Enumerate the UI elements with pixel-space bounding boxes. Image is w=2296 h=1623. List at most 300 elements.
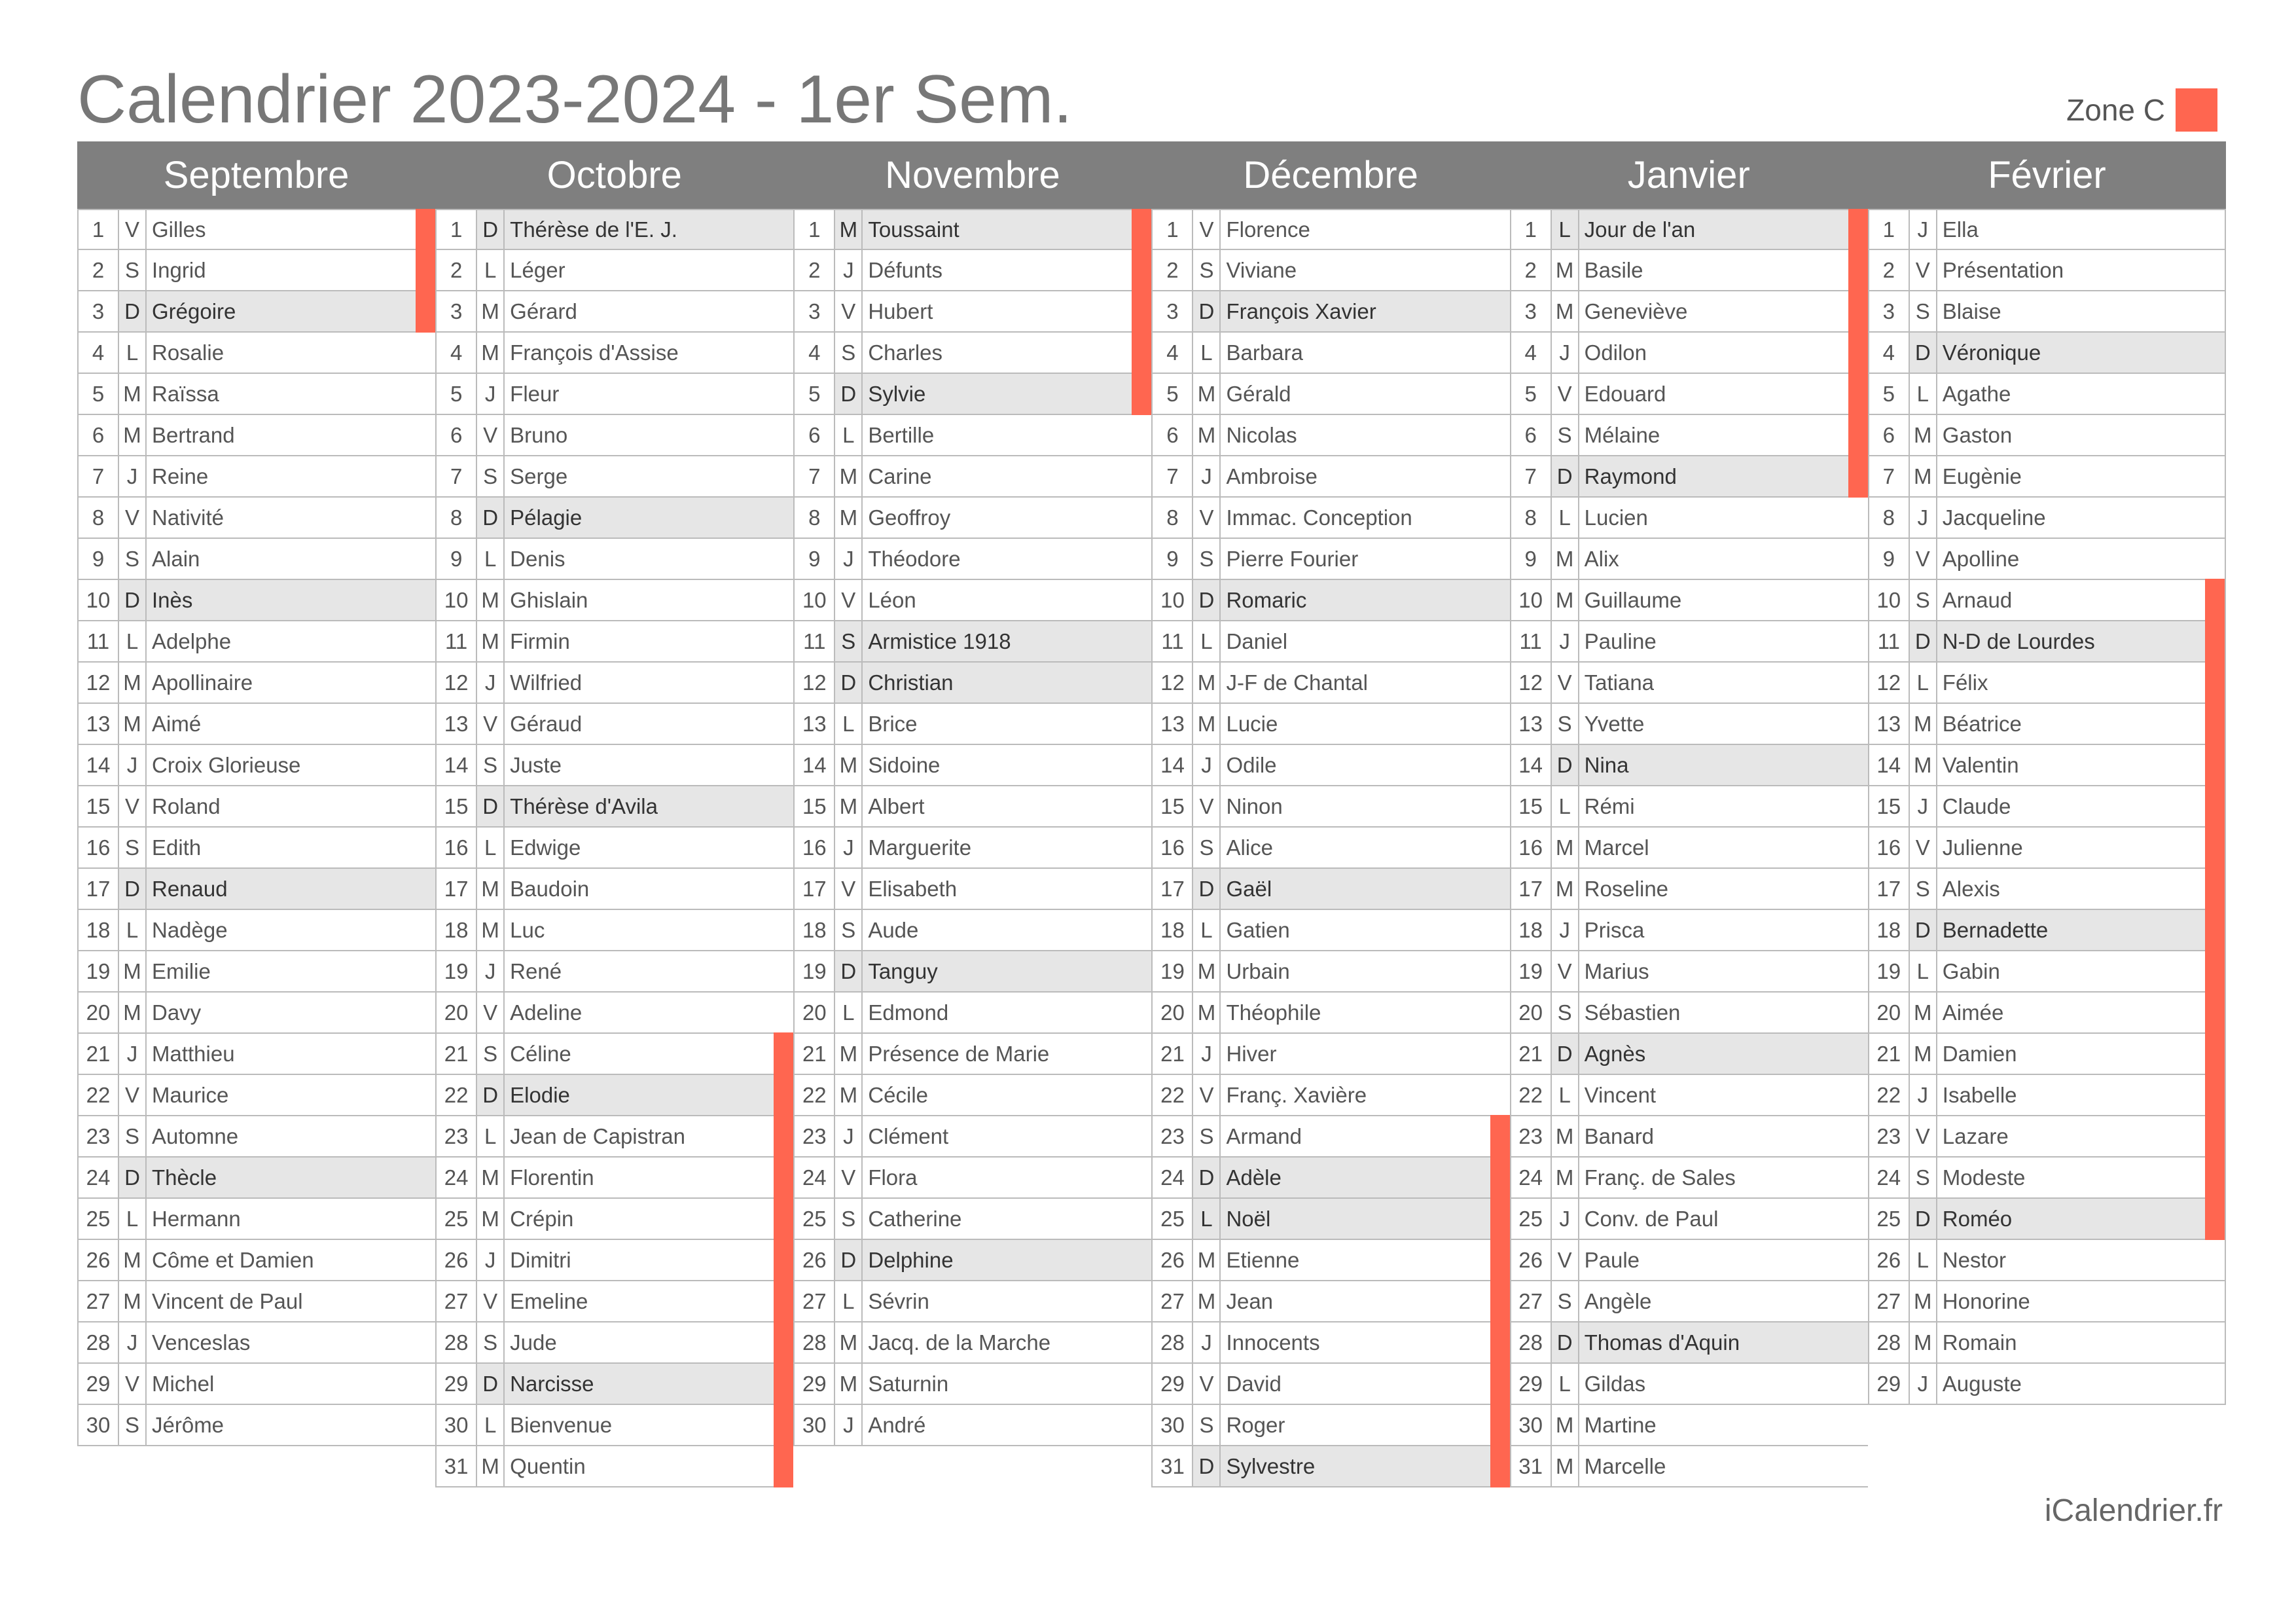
saint-name: Alain xyxy=(152,546,200,571)
day-number: 3 xyxy=(1510,291,1552,331)
saint-name: Alexis xyxy=(1942,876,2000,901)
day-number: 31 xyxy=(1510,1446,1552,1486)
day-number: 28 xyxy=(77,1322,119,1362)
saint-name: Adeline xyxy=(510,1000,583,1025)
day-number: 9 xyxy=(1151,539,1193,579)
weekday-letter: S xyxy=(119,828,147,867)
saint-name: Jude xyxy=(510,1330,557,1355)
school-holiday-marker xyxy=(1848,455,1868,498)
day-row xyxy=(435,1199,793,1240)
saint-name: Juste xyxy=(510,752,562,777)
day-number: 17 xyxy=(1868,869,1910,909)
school-holiday-marker xyxy=(2205,661,2225,704)
saint-name: Romain xyxy=(1942,1330,2017,1355)
day-number: 7 xyxy=(77,456,119,496)
day-number: 6 xyxy=(1151,415,1193,455)
day-number: 27 xyxy=(1868,1281,1910,1321)
day-row xyxy=(77,209,435,250)
school-holiday-marker xyxy=(1848,209,1868,250)
saint-name: Automne xyxy=(152,1123,239,1148)
day-row xyxy=(77,993,435,1034)
saint-name: Renaud xyxy=(147,869,435,909)
day-row xyxy=(77,580,435,621)
saint-name: Pélagie xyxy=(505,498,793,538)
day-number: 25 xyxy=(1868,1199,1910,1239)
day-number: 10 xyxy=(1151,580,1193,620)
day-row xyxy=(77,786,435,828)
day-row xyxy=(793,456,1151,498)
day-number: 18 xyxy=(77,910,119,950)
day-row xyxy=(435,498,793,539)
school-holiday-marker xyxy=(2205,620,2225,663)
weekday-letter: S xyxy=(1193,828,1221,867)
weekday-letter: J xyxy=(835,1116,863,1156)
day-row xyxy=(1510,1240,1868,1281)
day-number: 24 xyxy=(1151,1158,1193,1197)
day-number: 13 xyxy=(77,704,119,744)
saint-name: Crépin xyxy=(510,1206,574,1231)
day-number: 23 xyxy=(1151,1116,1193,1156)
school-holiday-marker xyxy=(774,1362,793,1405)
weekday-letter: J xyxy=(835,539,863,579)
day-row xyxy=(793,1322,1151,1364)
weekday-letter: M xyxy=(119,951,147,991)
saint-name: Croix Glorieuse xyxy=(152,752,301,777)
school-holiday-marker xyxy=(2205,867,2225,910)
saint-name: J-F de Chantal xyxy=(1226,670,1368,695)
weekday-letter: L xyxy=(1910,374,1937,414)
saint-name: Dimitri xyxy=(510,1247,571,1272)
saint-name: Geneviève xyxy=(1584,299,1688,323)
weekday-letter: V xyxy=(835,580,863,620)
day-number: 21 xyxy=(1868,1034,1910,1074)
day-number: 11 xyxy=(793,621,835,661)
weekday-letter: M xyxy=(1193,1281,1221,1321)
saint-name: Gérald xyxy=(1226,381,1291,406)
day-row xyxy=(1151,621,1509,663)
saint-name: Serge xyxy=(510,464,568,488)
weekday-letter: D xyxy=(1910,333,1937,373)
month-column xyxy=(1868,209,2226,1487)
day-number: 15 xyxy=(435,786,477,826)
weekday-letter: D xyxy=(119,580,147,620)
day-row xyxy=(793,1199,1151,1240)
weekday-letter: D xyxy=(1552,456,1579,496)
day-row xyxy=(1868,1199,2226,1240)
saint-name: Honorine xyxy=(1942,1288,2030,1313)
day-number: 10 xyxy=(77,580,119,620)
school-holiday-marker xyxy=(416,290,435,333)
day-row xyxy=(1868,1281,2226,1322)
school-holiday-marker xyxy=(2205,1197,2225,1240)
saint-name: Hiver xyxy=(1226,1041,1277,1066)
saint-name: David xyxy=(1226,1371,1282,1396)
school-holiday-marker xyxy=(2205,1156,2225,1199)
weekday-letter: M xyxy=(1552,250,1579,290)
day-row xyxy=(435,828,793,869)
weekday-letter: V xyxy=(119,786,147,826)
weekday-letter: M xyxy=(119,415,147,455)
day-number: 22 xyxy=(1510,1075,1552,1115)
day-row xyxy=(1868,209,2226,250)
day-number: 20 xyxy=(1868,993,1910,1032)
day-row xyxy=(1868,1364,2226,1405)
day-row xyxy=(1151,374,1509,415)
weekday-letter: V xyxy=(835,1158,863,1197)
day-row xyxy=(1868,415,2226,456)
saint-name: Guillaume xyxy=(1584,587,1682,612)
weekday-letter: S xyxy=(1910,580,1937,620)
saint-name: Défunts xyxy=(868,257,943,282)
day-row xyxy=(1151,415,1509,456)
saint-name: Emilie xyxy=(152,958,211,983)
weekday-letter: J xyxy=(1552,333,1579,373)
weekday-letter: L xyxy=(835,704,863,744)
month-name-janvier: Janvier xyxy=(1627,154,1750,196)
weekday-letter: S xyxy=(1552,993,1579,1032)
day-number: 28 xyxy=(1151,1322,1193,1362)
school-holiday-marker xyxy=(1490,1445,1510,1487)
weekday-letter: S xyxy=(477,1034,505,1074)
day-number: 18 xyxy=(793,910,835,950)
day-number: 24 xyxy=(1510,1158,1552,1197)
saint-name: Toussaint xyxy=(863,210,1151,249)
day-row xyxy=(435,1158,793,1199)
day-row xyxy=(77,250,435,291)
saint-name: Reine xyxy=(152,464,209,488)
weekday-letter: L xyxy=(1552,1364,1579,1404)
weekday-letter: S xyxy=(1552,415,1579,455)
weekday-letter: S xyxy=(1552,704,1579,744)
day-number: 19 xyxy=(435,951,477,991)
saint-name: Flora xyxy=(868,1165,918,1190)
day-row xyxy=(1510,704,1868,745)
day-row xyxy=(435,745,793,786)
school-holiday-marker xyxy=(774,1156,793,1199)
day-row xyxy=(1151,456,1509,498)
day-row xyxy=(77,704,435,745)
weekday-letter: J xyxy=(1910,498,1937,538)
day-row xyxy=(435,415,793,456)
weekday-letter: V xyxy=(477,993,505,1032)
weekday-letter: M xyxy=(1552,291,1579,331)
weekday-letter: M xyxy=(1193,704,1221,744)
day-row xyxy=(435,663,793,704)
saint-name: Yvette xyxy=(1584,711,1645,736)
weekday-letter: M xyxy=(1910,1034,1937,1074)
day-number: 7 xyxy=(1151,456,1193,496)
day-row xyxy=(1151,1446,1509,1487)
day-number: 24 xyxy=(793,1158,835,1197)
saint-name: Raymond xyxy=(1579,456,1868,496)
weekday-letter: M xyxy=(835,1322,863,1362)
day-number: 25 xyxy=(1151,1199,1193,1239)
weekday-letter: S xyxy=(1193,250,1221,290)
weekday-letter: L xyxy=(1552,786,1579,826)
day-number: 6 xyxy=(77,415,119,455)
day-row xyxy=(1151,580,1509,621)
day-number: 19 xyxy=(1868,951,1910,991)
day-number: 22 xyxy=(435,1075,477,1115)
day-number: 18 xyxy=(1510,910,1552,950)
saint-name: Rosalie xyxy=(152,340,224,365)
day-number: 16 xyxy=(77,828,119,867)
saint-name: Franç. de Sales xyxy=(1584,1165,1736,1190)
weekday-letter: D xyxy=(1910,1199,1937,1239)
weekday-letter: J xyxy=(835,1405,863,1445)
saint-name: Alix xyxy=(1584,546,1619,571)
day-row xyxy=(793,291,1151,333)
saint-name: Ella xyxy=(1942,217,1979,242)
day-row xyxy=(1151,663,1509,704)
weekday-letter: M xyxy=(477,1446,505,1486)
weekday-letter: M xyxy=(119,374,147,414)
day-number: 22 xyxy=(1868,1075,1910,1115)
weekday-letter: S xyxy=(1193,1405,1221,1445)
day-number: 8 xyxy=(435,498,477,538)
saint-name: Firmin xyxy=(510,629,570,653)
weekday-letter: J xyxy=(835,250,863,290)
day-number: 25 xyxy=(1510,1199,1552,1239)
saint-name: Pierre Fourier xyxy=(1226,546,1359,571)
saint-name: Tanguy xyxy=(863,951,1151,991)
weekday-letter: S xyxy=(477,745,505,785)
day-row xyxy=(435,621,793,663)
day-row xyxy=(1868,456,2226,498)
day-row xyxy=(1510,1281,1868,1322)
day-number: 25 xyxy=(793,1199,835,1239)
weekday-letter: V xyxy=(119,210,147,249)
saint-name: André xyxy=(868,1412,926,1437)
weekday-letter: V xyxy=(477,704,505,744)
weekday-letter: M xyxy=(1193,1240,1221,1280)
day-number: 29 xyxy=(1510,1364,1552,1404)
weekday-letter: J xyxy=(1193,456,1221,496)
saint-name: Roseline xyxy=(1584,876,1669,901)
saint-name: Pauline xyxy=(1584,629,1657,653)
saint-name: Angèle xyxy=(1584,1288,1652,1313)
day-number: 23 xyxy=(77,1116,119,1156)
month-column xyxy=(77,209,435,1487)
saint-name: Ninon xyxy=(1226,793,1283,818)
saint-name: Marcelle xyxy=(1584,1453,1666,1478)
day-number: 25 xyxy=(77,1199,119,1239)
day-row xyxy=(793,951,1151,993)
weekday-letter: M xyxy=(119,1240,147,1280)
day-row xyxy=(435,209,793,250)
day-row xyxy=(793,786,1151,828)
saint-name: Eugènie xyxy=(1942,464,2022,488)
weekday-letter: L xyxy=(835,415,863,455)
weekday-letter: M xyxy=(477,333,505,373)
saint-name: Alice xyxy=(1226,835,1273,860)
school-holiday-marker xyxy=(1490,1115,1510,1158)
day-number: 26 xyxy=(1151,1240,1193,1280)
day-row xyxy=(1868,704,2226,745)
saint-name: Sébastien xyxy=(1584,1000,1681,1025)
day-number: 26 xyxy=(1510,1240,1552,1280)
day-number: 19 xyxy=(1151,951,1193,991)
weekday-letter: V xyxy=(477,415,505,455)
day-number: 21 xyxy=(1151,1034,1193,1074)
weekday-letter: D xyxy=(477,498,505,538)
day-row xyxy=(1151,1322,1509,1364)
weekday-letter: L xyxy=(119,333,147,373)
saint-name: Luc xyxy=(510,917,545,942)
school-holiday-marker xyxy=(1490,1197,1510,1240)
day-number: 21 xyxy=(1510,1034,1552,1074)
day-number: 20 xyxy=(77,993,119,1032)
saint-name: Florentin xyxy=(510,1165,594,1190)
saint-name: Prisca xyxy=(1584,917,1645,942)
weekday-letter: V xyxy=(1910,250,1937,290)
weekday-letter: M xyxy=(1910,1322,1937,1362)
school-holiday-marker xyxy=(2205,826,2225,869)
day-number: 29 xyxy=(1868,1364,1910,1404)
day-row xyxy=(77,828,435,869)
saint-name: Emeline xyxy=(510,1288,588,1313)
saint-name: Innocents xyxy=(1226,1330,1320,1355)
day-row xyxy=(435,951,793,993)
day-row xyxy=(435,1034,793,1075)
saint-name: Thècle xyxy=(147,1158,435,1197)
saint-name: Bernadette xyxy=(1937,910,2225,950)
day-row xyxy=(1510,663,1868,704)
weekday-letter: D xyxy=(477,786,505,826)
weekday-letter: M xyxy=(1552,1116,1579,1156)
day-row xyxy=(793,415,1151,456)
saint-name: Agnès xyxy=(1579,1034,1868,1074)
weekday-letter: L xyxy=(1910,951,1937,991)
day-row xyxy=(1510,1199,1868,1240)
weekday-letter: D xyxy=(1552,1034,1579,1074)
saint-name: Ingrid xyxy=(152,257,206,282)
weekday-letter: S xyxy=(1910,869,1937,909)
day-row xyxy=(1510,333,1868,374)
saint-name: Lazare xyxy=(1942,1123,2009,1148)
day-row xyxy=(435,704,793,745)
saint-name: Lucien xyxy=(1584,505,1648,530)
school-holiday-marker xyxy=(416,249,435,291)
weekday-letter: S xyxy=(477,1322,505,1362)
weekday-letter: M xyxy=(1552,828,1579,867)
day-number: 16 xyxy=(1868,828,1910,867)
day-row xyxy=(1151,1199,1509,1240)
saint-name: Aimé xyxy=(152,711,202,736)
school-holiday-marker xyxy=(1132,373,1151,415)
weekday-letter: V xyxy=(1193,786,1221,826)
day-number: 2 xyxy=(77,250,119,290)
school-holiday-marker xyxy=(2205,950,2225,993)
day-row xyxy=(77,745,435,786)
school-holiday-marker xyxy=(1490,1239,1510,1281)
day-row xyxy=(1510,745,1868,786)
school-holiday-marker xyxy=(2205,991,2225,1034)
saint-name: Edwige xyxy=(510,835,581,860)
day-number: 15 xyxy=(1510,786,1552,826)
day-row xyxy=(1510,1322,1868,1364)
day-number: 14 xyxy=(793,745,835,785)
day-number: 9 xyxy=(1868,539,1910,579)
saint-name: Carine xyxy=(868,464,932,488)
school-holiday-marker xyxy=(774,1115,793,1158)
weekday-letter: J xyxy=(477,951,505,991)
saint-name: Rémi xyxy=(1584,793,1635,818)
day-row xyxy=(1510,209,1868,250)
day-row xyxy=(435,539,793,580)
day-number: 5 xyxy=(1510,374,1552,414)
weekday-letter: M xyxy=(1552,539,1579,579)
weekday-letter: D xyxy=(1552,1322,1579,1362)
day-row xyxy=(1151,745,1509,786)
day-number: 13 xyxy=(793,704,835,744)
day-number: 5 xyxy=(1868,374,1910,414)
day-number: 11 xyxy=(1868,621,1910,661)
weekday-letter: V xyxy=(119,498,147,538)
day-number: 14 xyxy=(1868,745,1910,785)
saint-name: Roger xyxy=(1226,1412,1285,1437)
day-number: 16 xyxy=(1510,828,1552,867)
day-row xyxy=(793,1034,1151,1075)
day-number: 26 xyxy=(793,1240,835,1280)
saint-name: Hubert xyxy=(868,299,933,323)
saint-name: Charles xyxy=(868,340,943,365)
day-row xyxy=(1868,1158,2226,1199)
saint-name: Florence xyxy=(1226,217,1310,242)
weekday-letter: J xyxy=(477,374,505,414)
day-number: 26 xyxy=(1868,1240,1910,1280)
day-number: 29 xyxy=(1151,1364,1193,1404)
weekday-letter: M xyxy=(477,291,505,331)
saint-name: Aimée xyxy=(1942,1000,2004,1025)
day-row xyxy=(1868,1075,2226,1116)
weekday-letter: D xyxy=(477,1075,505,1115)
day-row xyxy=(1510,828,1868,869)
day-row xyxy=(1510,993,1868,1034)
saint-name: Apollinaire xyxy=(152,670,253,695)
saint-name: Gaël xyxy=(1221,869,1509,909)
saint-name: Grégoire xyxy=(147,291,435,331)
day-row xyxy=(1151,1116,1509,1158)
month-column xyxy=(1151,209,1509,1487)
day-number: 7 xyxy=(435,456,477,496)
day-number: 10 xyxy=(435,580,477,620)
day-row xyxy=(793,704,1151,745)
weekday-letter: D xyxy=(1910,621,1937,661)
weekday-letter: M xyxy=(1552,869,1579,909)
saint-name: Valentin xyxy=(1942,752,2019,777)
day-row xyxy=(1868,993,2226,1034)
day-number: 24 xyxy=(1868,1158,1910,1197)
weekday-letter: L xyxy=(477,1116,505,1156)
saint-name: Adelphe xyxy=(152,629,232,653)
day-number: 12 xyxy=(1510,663,1552,702)
day-row xyxy=(793,250,1151,291)
month-column xyxy=(435,209,793,1487)
weekday-letter: L xyxy=(1552,1075,1579,1115)
saint-name: Davy xyxy=(152,1000,202,1025)
saint-name: Ghislain xyxy=(510,587,588,612)
day-row xyxy=(1510,415,1868,456)
day-number: 4 xyxy=(1510,333,1552,373)
day-row xyxy=(1151,704,1509,745)
day-number: 30 xyxy=(793,1405,835,1445)
saint-name: Thomas d'Aquin xyxy=(1579,1322,1868,1362)
weekday-letter: M xyxy=(1910,1281,1937,1321)
weekday-letter: D xyxy=(1193,869,1221,909)
day-number: 12 xyxy=(435,663,477,702)
weekday-letter: M xyxy=(119,1281,147,1321)
